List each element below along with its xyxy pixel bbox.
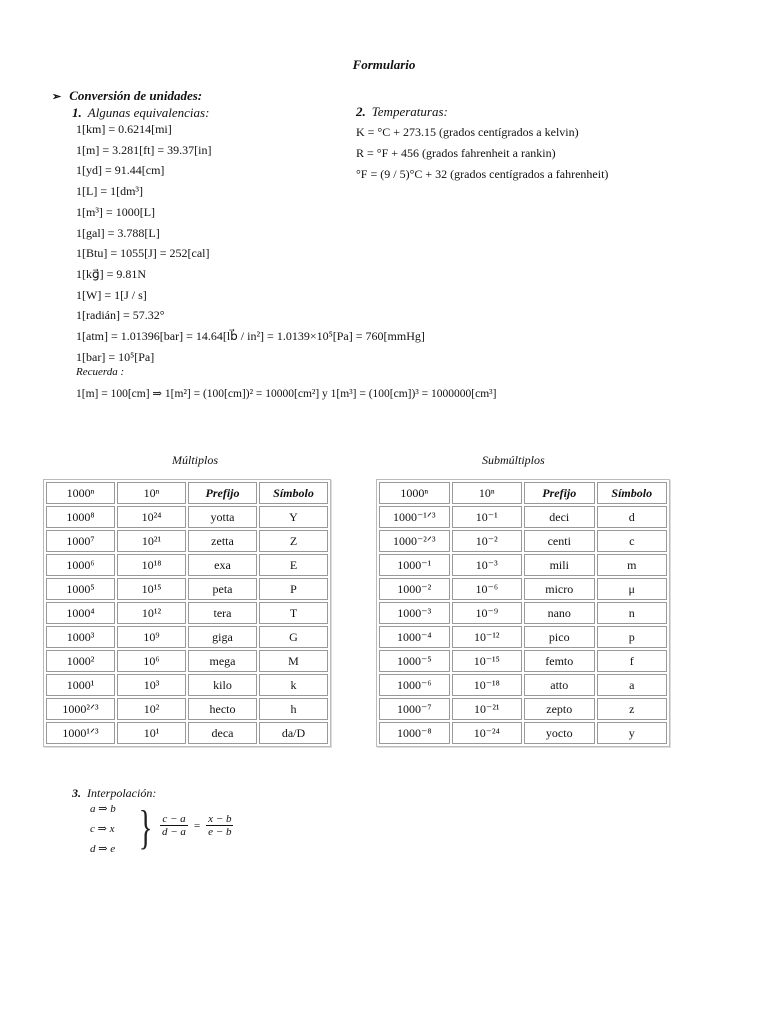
table-cell: centi — [524, 530, 595, 552]
temperature-line: K = °C + 273.15 (grados centígrados a kelvin) — [356, 125, 579, 139]
table-cell: yotta — [188, 506, 257, 528]
table-cell: yocto — [524, 722, 595, 744]
equivalence-line: 1[radián] = 57.32° — [76, 308, 165, 323]
subheading-number: 2. — [356, 104, 366, 119]
interpolation-line: c ⇒ x — [90, 823, 115, 835]
table-cell: 1000⁴ — [46, 602, 115, 624]
table-cell: 1000⁻² — [379, 578, 450, 600]
brace-icon: } — [138, 801, 153, 854]
numerator: x − b — [208, 813, 232, 825]
subheading-temperaturas — [356, 104, 448, 120]
equivalence-line: 1[km] = 0.6214[mi] — [76, 122, 172, 136]
table-cell: M — [259, 650, 328, 672]
equivalence-line: 1[Btu] = 1055[J] = 252[cal] — [76, 246, 210, 261]
table-cell: zepto — [524, 698, 595, 720]
table-cell: 10⁻¹⁸ — [452, 674, 523, 696]
subheading-text: Algunas equivalencias: — [87, 105, 210, 120]
table-cell: tera — [188, 602, 257, 624]
table-cell: 1000⁻⁸ — [379, 722, 450, 744]
temperature-line: R = °F + 456 (grados fahrenheit a rankin) — [356, 146, 556, 160]
table-cell: 10⁻⁹ — [452, 602, 523, 624]
multiplos-table-body — [46, 506, 328, 744]
table-cell: 10⁻⁶ — [452, 578, 523, 600]
section-heading-conversion — [52, 88, 202, 104]
table-row — [379, 530, 667, 552]
table-cell: 10⁻²¹ — [452, 698, 523, 720]
table-cell: 1000⁻³ — [379, 602, 450, 624]
table-cell: atto — [524, 674, 595, 696]
equivalence-line: 1[yd] = 91.44[cm] — [76, 163, 165, 178]
table-row — [379, 626, 667, 648]
table-cell: 1000⁻⁶ — [379, 674, 450, 696]
header-cell: Prefijo — [524, 482, 595, 504]
denominator: d − a — [162, 826, 186, 838]
table-cell: z — [597, 698, 668, 720]
submultiplos-caption: Submúltiplos — [482, 453, 545, 467]
table-cell: deca — [188, 722, 257, 744]
table-cell: 10¹⁵ — [117, 578, 186, 600]
equivalence-line: 1[m] = 3.281[ft] = 39.37[in] — [76, 142, 212, 157]
table-cell: pico — [524, 626, 595, 648]
table-cell: 10²⁴ — [117, 506, 186, 528]
table-cell: 1000⁻¹ᐟ³ — [379, 506, 450, 528]
header-cell: Símbolo — [259, 482, 328, 504]
recuerda-label: Recuerda : — [76, 366, 125, 378]
table-cell: c — [597, 530, 668, 552]
table-row — [46, 602, 328, 624]
table-cell: P — [259, 578, 328, 600]
table-row — [46, 722, 328, 744]
table-row — [46, 506, 328, 528]
table-cell: 1000⁻⁴ — [379, 626, 450, 648]
table-cell: hecto — [188, 698, 257, 720]
table-cell: 10⁻³ — [452, 554, 523, 576]
header-cell: 10ⁿ — [452, 482, 523, 504]
table-cell: y — [597, 722, 668, 744]
table-cell: h — [259, 698, 328, 720]
table-cell: n — [597, 602, 668, 624]
table-cell: 10³ — [117, 674, 186, 696]
table-cell: 10⁹ — [117, 626, 186, 648]
interpolation-line: a ⇒ b — [90, 803, 116, 815]
table-cell: micro — [524, 578, 595, 600]
table-header-row — [46, 482, 328, 504]
subheading-number: 1. — [72, 105, 82, 120]
table-row — [46, 554, 328, 576]
table-row — [46, 674, 328, 696]
table-row — [379, 602, 667, 624]
section-heading-text: Conversión de unidades: — [69, 88, 203, 103]
fraction-left — [160, 813, 188, 838]
equivalence-line: 1[gal] = 3.788[L] — [76, 225, 160, 240]
table-cell: 1000²ᐟ³ — [46, 698, 115, 720]
equivalence-line: 1[W] = 1[J / s] — [76, 287, 147, 302]
submultiplos-table-body — [379, 506, 667, 744]
multiplos-table — [43, 479, 331, 747]
header-cell: 1000ⁿ — [379, 482, 450, 504]
table-cell: 10⁻² — [452, 530, 523, 552]
table-cell: exa — [188, 554, 257, 576]
equivalence-line: 1[atm] = 1.01396[bar] = 14.64[lb⃗ / in²] = 1.0139×10⁵[Pa] = 760[mmHg] — [76, 329, 425, 344]
table-cell: 1000⁻²ᐟ³ — [379, 530, 450, 552]
table-row — [379, 674, 667, 696]
table-cell: 10¹⁸ — [117, 554, 186, 576]
table-cell: 1000¹ — [46, 674, 115, 696]
table-cell: 1000² — [46, 650, 115, 672]
table-row — [46, 578, 328, 600]
table-cell: giga — [188, 626, 257, 648]
table-cell: 1000⁵ — [46, 578, 115, 600]
table-header-row — [379, 482, 667, 504]
table-row — [379, 578, 667, 600]
recuerda-formula: 1[m] = 100[cm] ⇒ 1[m²] = (100[cm])² = 10000[cm²] y 1[m³] = (100[cm])³ = 1000000[cm³] — [76, 388, 497, 400]
fraction-right — [206, 813, 233, 838]
table-row — [46, 698, 328, 720]
table-cell: 10¹² — [117, 602, 186, 624]
table-cell: d — [597, 506, 668, 528]
table-cell: 10⁻¹ — [452, 506, 523, 528]
table-cell: 1000⁷ — [46, 530, 115, 552]
table-cell: p — [597, 626, 668, 648]
table-row — [46, 530, 328, 552]
table-cell: G — [259, 626, 328, 648]
submultiplos-table — [376, 479, 670, 747]
table-cell: zetta — [188, 530, 257, 552]
numerator: c − a — [160, 813, 188, 826]
page-title: Formulario — [352, 57, 416, 72]
table-cell: a — [597, 674, 668, 696]
interpolation-formula — [160, 813, 233, 838]
table-cell: 10¹ — [117, 722, 186, 744]
equivalence-line: 1[bar] = 10⁵[Pa] — [76, 349, 155, 364]
temperatures-list — [356, 122, 608, 185]
temperature-line: °F = (9 / 5)°C + 32 (grados centígrados a fahrenheit) — [356, 167, 609, 181]
table-row — [379, 698, 667, 720]
table-cell: 10⁻¹² — [452, 626, 523, 648]
table-cell: 1000⁻¹ — [379, 554, 450, 576]
header-cell: 1000ⁿ — [46, 482, 115, 504]
table-cell: 1000⁶ — [46, 554, 115, 576]
header-cell: 10ⁿ — [117, 482, 186, 504]
table-cell: 10²¹ — [117, 530, 186, 552]
table-cell: peta — [188, 578, 257, 600]
header-cell: Símbolo — [597, 482, 668, 504]
table-cell: 10⁻²⁴ — [452, 722, 523, 744]
table-cell: 1000⁻⁷ — [379, 698, 450, 720]
table-cell: 10⁻¹⁵ — [452, 650, 523, 672]
table-row — [379, 722, 667, 744]
equals-sign: = — [193, 819, 201, 832]
table-cell: Z — [259, 530, 328, 552]
table-cell: k — [259, 674, 328, 696]
table-cell: 1000³ — [46, 626, 115, 648]
denominator: e − b — [208, 826, 232, 838]
table-cell: 10² — [117, 698, 186, 720]
table-cell: 1000¹ᐟ³ — [46, 722, 115, 744]
subheading-text: Temperaturas: — [371, 104, 448, 119]
table-cell: μ — [597, 578, 668, 600]
table-cell: mega — [188, 650, 257, 672]
table-cell: da/D — [259, 722, 328, 744]
table-cell: mili — [524, 554, 595, 576]
equivalence-line: 1[m³] = 1000[L] — [76, 204, 156, 219]
table-row — [46, 650, 328, 672]
table-cell: Y — [259, 506, 328, 528]
header-cell: Prefijo — [188, 482, 257, 504]
table-cell: nano — [524, 602, 595, 624]
equivalence-line: 1[L] = 1[dm³] — [76, 184, 144, 199]
table-cell: kilo — [188, 674, 257, 696]
table-cell: deci — [524, 506, 595, 528]
subheading-text: Interpolación: — [87, 786, 157, 800]
multiplos-caption: Múltiplos — [172, 453, 219, 467]
subheading-number: 3. — [72, 786, 81, 800]
subheading-interpolacion — [72, 786, 156, 801]
table-cell: 1000⁻⁵ — [379, 650, 450, 672]
table-row — [379, 650, 667, 672]
table-row — [46, 626, 328, 648]
table-cell: 10⁶ — [117, 650, 186, 672]
arrow-bullet-icon: ➢ — [52, 91, 62, 103]
table-cell: f — [597, 650, 668, 672]
table-cell: T — [259, 602, 328, 624]
table-cell: femto — [524, 650, 595, 672]
table-row — [379, 554, 667, 576]
equivalence-line: 1[kg⃗] = 9.81N — [76, 266, 147, 281]
table-cell: E — [259, 554, 328, 576]
interpolation-line: d ⇒ e — [90, 843, 116, 855]
table-cell: m — [597, 554, 668, 576]
table-row — [379, 506, 667, 528]
table-cell: 1000⁸ — [46, 506, 115, 528]
